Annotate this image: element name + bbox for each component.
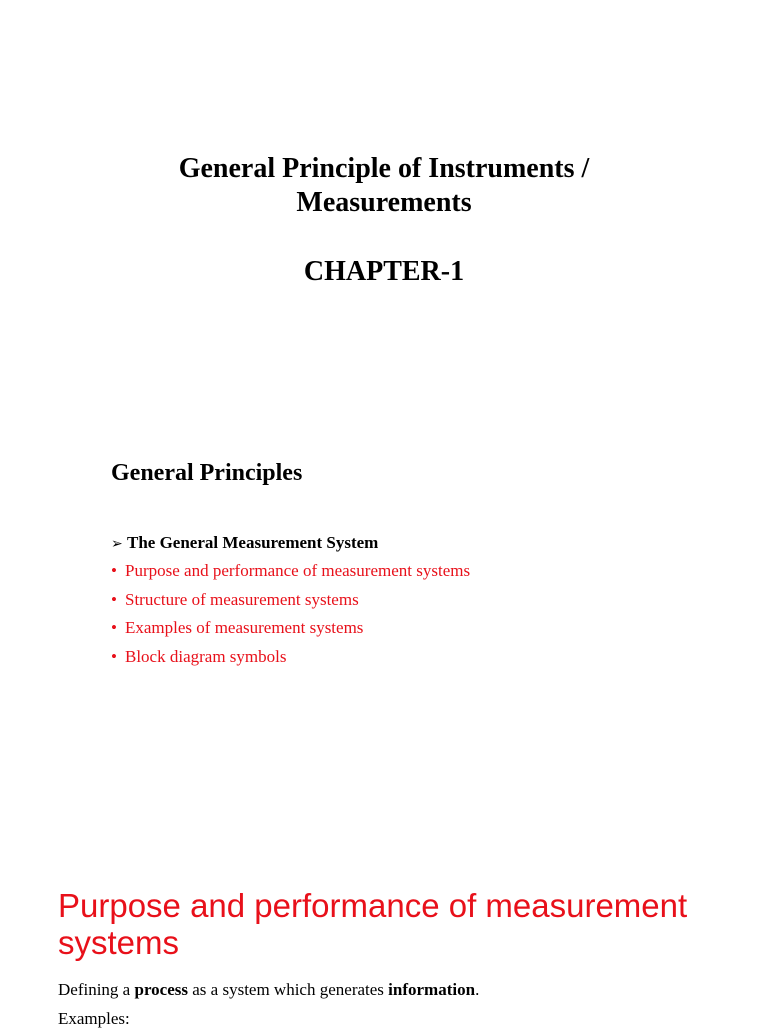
slide-title-line-2: Measurements — [296, 187, 472, 218]
section-heading: General Principles — [111, 460, 303, 486]
sub-item — [111, 589, 359, 611]
sub-item-label: Block diagram symbols — [125, 647, 287, 666]
sub-item — [111, 617, 363, 639]
definition-part-1: Defining a — [58, 980, 135, 999]
term-information: information — [388, 980, 476, 999]
title-slide — [0, 0, 768, 384]
slide-title-line-1: General Principle of Instruments / — [178, 153, 590, 184]
definition-part-3: . — [475, 980, 480, 999]
arrow-bullet-icon: ➢ — [111, 536, 123, 552]
term-process: process — [134, 980, 188, 999]
examples-label: Examples: — [58, 1009, 130, 1028]
sub-item — [111, 560, 470, 582]
sub-item-label: Structure of measurement systems — [125, 590, 359, 609]
bullet-icon: • — [111, 561, 117, 580]
principles-slide — [0, 384, 768, 854]
bullet-icon: • — [111, 590, 117, 609]
slide-heading: Purpose and performance of measurement systems — [58, 887, 688, 961]
chapter-label: CHAPTER-1 — [303, 256, 465, 287]
sub-item-label: Purpose and performance of measurement systems — [125, 561, 471, 580]
definition-text — [58, 979, 479, 1001]
topic-item — [111, 532, 378, 555]
bullet-icon: • — [111, 618, 117, 637]
sub-item-label: Examples of measurement systems — [125, 618, 364, 637]
sub-item — [111, 646, 286, 668]
purpose-slide — [0, 854, 768, 1028]
definition-part-2: as a system which generates — [188, 980, 389, 999]
bullet-icon: • — [111, 647, 117, 666]
topic-label: The General Measurement System — [127, 533, 379, 552]
